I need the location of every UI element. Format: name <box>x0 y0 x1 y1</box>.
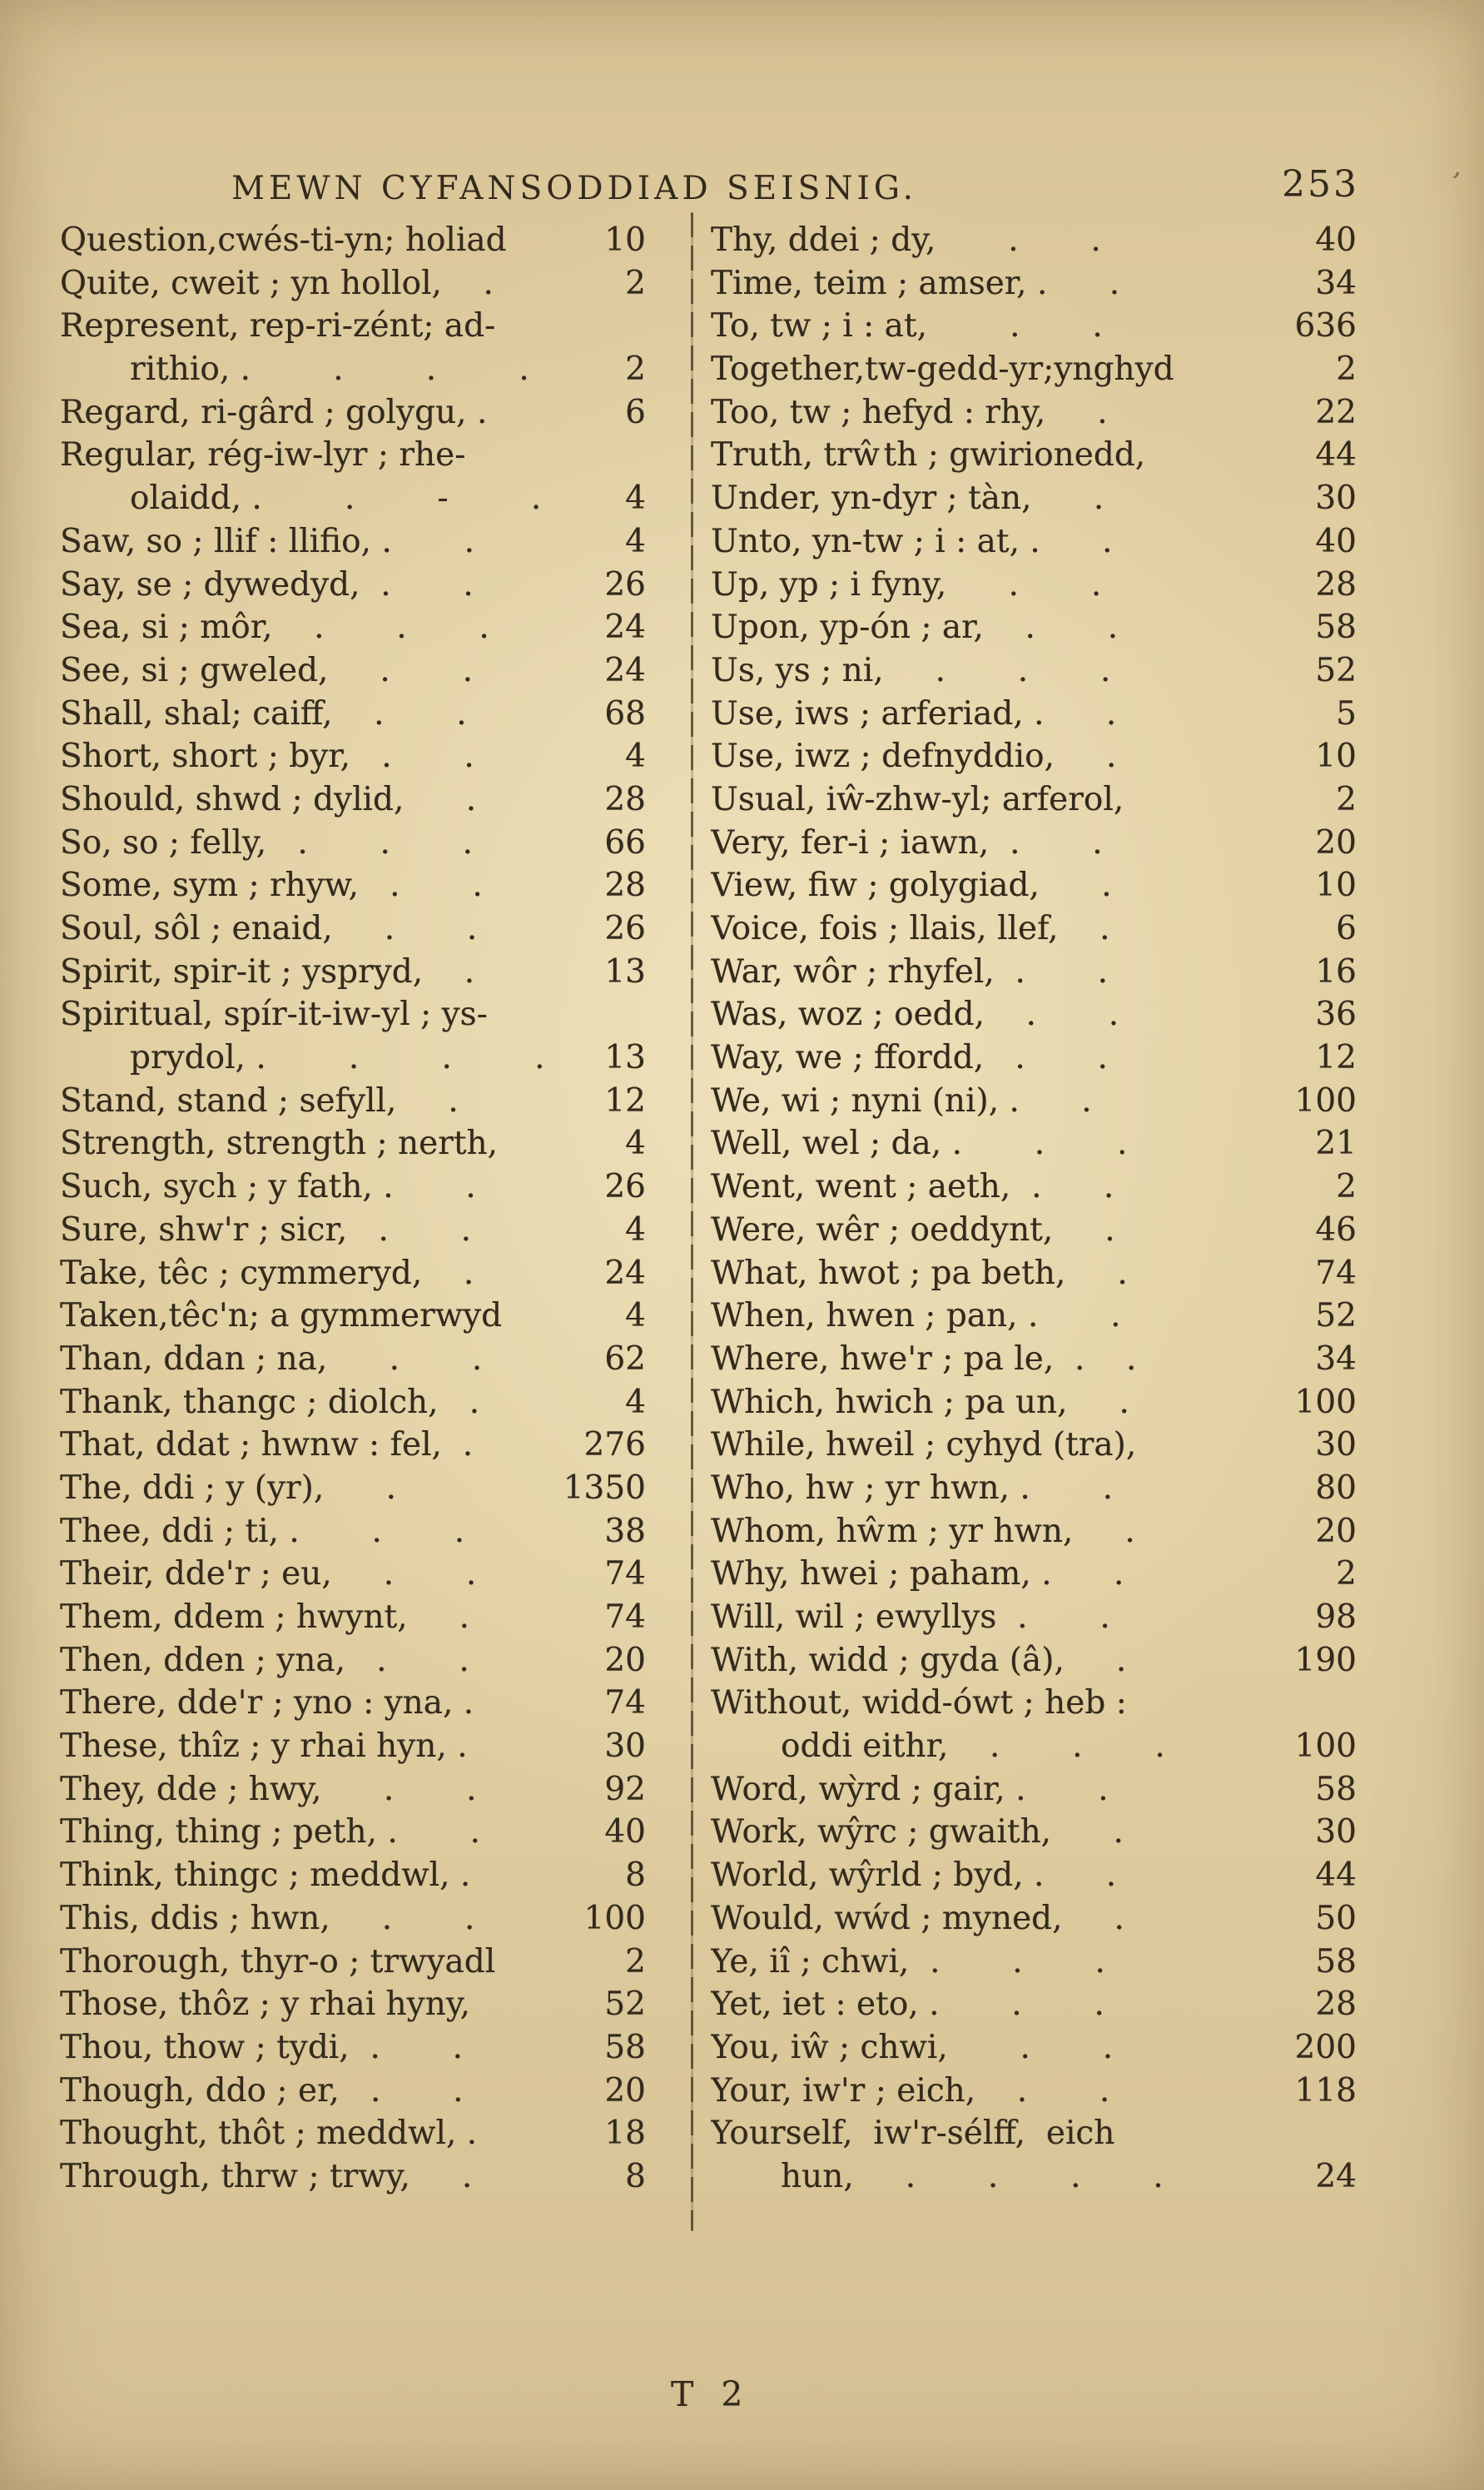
entry-count: 52 <box>604 1986 646 2024</box>
entry-row <box>60 822 646 865</box>
entry-text: Went, went ; aeth, . . <box>711 1168 1114 1206</box>
entry-text: Sure, shw'r ; sicr, . . <box>60 1210 472 1249</box>
entry-count: 98 <box>1315 1598 1357 1636</box>
entry-count: 276 <box>583 1426 646 1464</box>
entry-row <box>60 1639 646 1682</box>
entry-row <box>60 864 646 907</box>
entry-row <box>60 649 646 693</box>
entry-count: 58 <box>1315 1770 1357 1808</box>
entry-count: 8 <box>625 1856 646 1895</box>
entry-row <box>711 1165 1357 1209</box>
entry-count: 26 <box>604 1168 646 1206</box>
entry-count: 74 <box>604 1598 646 1636</box>
entry-count: 8 <box>625 2157 646 2195</box>
entry-count: 30 <box>604 1727 646 1766</box>
entry-text: Will, wil ; ewyllys . . <box>711 1598 1110 1636</box>
entry-row <box>711 1295 1357 1338</box>
entry-row <box>711 907 1357 951</box>
entry-row <box>60 993 646 1036</box>
entry-text: We, wi ; nyni (ni), . . <box>711 1081 1092 1120</box>
entry-count: 66 <box>604 823 646 862</box>
entry-count: 34 <box>1315 1339 1357 1378</box>
entry-text: Who, hw ; yr hwn, . . <box>711 1469 1113 1507</box>
footer-signature-mark: T 2 <box>671 2374 752 2414</box>
word-list-column-left <box>60 219 646 2199</box>
entry-row <box>60 1854 646 1897</box>
entry-row <box>711 1854 1357 1897</box>
entry-row <box>711 606 1357 649</box>
entry-text: Usual, iŵ-zhw-yl; arferol, <box>711 780 1124 818</box>
entry-text: World, wŷrld ; byd, . . <box>711 1856 1117 1895</box>
entry-count: 10 <box>604 221 646 259</box>
entry-row <box>60 1165 646 1209</box>
entry-text: Thing, thing ; peth, . . <box>60 1813 480 1851</box>
entry-text: Without, widd-ówt ; heb : <box>711 1684 1127 1722</box>
entry-count: 58 <box>604 2028 646 2066</box>
entry-count: 40 <box>1315 221 1357 259</box>
entry-row <box>711 564 1357 607</box>
entry-count: 22 <box>1315 393 1357 431</box>
entry-row <box>711 1338 1357 1381</box>
entry-row <box>711 1811 1357 1854</box>
entry-text: Together,tw-gedd-yr;ynghyd <box>711 350 1174 389</box>
entry-count: 50 <box>1315 1899 1357 1937</box>
entry-row <box>711 348 1357 391</box>
entry-text: Sea, si ; môr, . . . <box>60 609 489 647</box>
entry-text: Use, iwz ; defnyddio, . <box>711 738 1117 776</box>
entry-row <box>60 1467 646 1510</box>
entry-row <box>60 1252 646 1295</box>
entry-count: 12 <box>604 1081 646 1120</box>
entry-text: Soul, sôl ; enaid, . . <box>60 910 478 947</box>
entry-text: Was, woz ; oedd, . . <box>711 996 1119 1034</box>
entry-text: Though, ddo ; er, . . <box>60 2071 464 2110</box>
entry-count: 44 <box>1315 1856 1357 1895</box>
entry-text: What, hwot ; pa beth, . <box>711 1254 1128 1292</box>
entry-count: 30 <box>1315 1813 1357 1851</box>
entry-text: Question,cwés-ti-yn; holiad <box>60 221 507 259</box>
entry-row <box>711 1381 1357 1424</box>
entry-text: Taken,têc'n; a gymmerwyd <box>60 1297 503 1335</box>
entry-text: So, so ; felly, . . . <box>60 823 474 862</box>
entry-row <box>711 477 1357 520</box>
entry-text: Unto, yn-tw ; i : at, . . <box>711 522 1113 560</box>
entry-text: Regard, ri-gârd ; golygu, . <box>60 393 488 431</box>
entry-count: 10 <box>1315 738 1357 776</box>
entry-row <box>60 1983 646 2026</box>
entry-count: 2 <box>625 1942 646 1981</box>
entry-count: 100 <box>583 1899 646 1937</box>
entry-text: Think, thingc ; meddwl, . <box>60 1856 471 1895</box>
entry-row <box>711 2155 1357 2199</box>
entry-count: 2 <box>625 264 646 302</box>
entry-row <box>711 1209 1357 1252</box>
entry-row <box>60 564 646 607</box>
entry-count: 58 <box>1315 609 1357 647</box>
entry-row <box>711 1252 1357 1295</box>
entry-count: 4 <box>625 1210 646 1249</box>
entry-row <box>60 1338 646 1381</box>
entry-count: 80 <box>1315 1469 1357 1507</box>
entry-count: 92 <box>604 1770 646 1808</box>
entry-count: 4 <box>625 1383 646 1421</box>
entry-count: 68 <box>604 694 646 733</box>
entry-text: Shall, shal; caiff, . . <box>60 694 467 733</box>
entry-row <box>60 1596 646 1639</box>
scan-corner-mark: ’ <box>1446 166 1463 201</box>
entry-row <box>60 2155 646 2199</box>
column-divider-rule <box>691 212 693 2231</box>
entry-count: 16 <box>1315 952 1357 991</box>
entry-row <box>60 1036 646 1080</box>
entry-count: 74 <box>604 1555 646 1593</box>
entry-text: prydol, . . . . <box>130 1039 545 1077</box>
entry-row <box>711 2112 1357 2155</box>
entry-count: 10 <box>1315 867 1357 905</box>
entry-row <box>60 1553 646 1596</box>
entry-text: Then, dden ; yna, . . <box>60 1641 469 1679</box>
entry-row <box>60 1941 646 1984</box>
entry-text: Too, tw ; hefyd : rhy, . <box>711 393 1108 431</box>
entry-row <box>711 1122 1357 1165</box>
entry-text: There, dde'r ; yno : yna, . <box>60 1684 474 1722</box>
entry-text: Upon, yp-ón ; ar, . . <box>711 609 1119 647</box>
entry-count: 74 <box>604 1684 646 1722</box>
entry-row <box>60 391 646 435</box>
entry-text: This, ddis ; hwn, . . <box>60 1899 475 1937</box>
entry-count: 40 <box>604 1813 646 1851</box>
entry-row <box>60 1295 646 1338</box>
entry-text: Should, shwd ; dylid, . <box>60 780 477 818</box>
entry-count: 13 <box>604 952 646 991</box>
entry-text: Yourself, iw'r-sélff, eich <box>711 2115 1115 2153</box>
entry-row <box>711 1725 1357 1768</box>
entry-row <box>60 1080 646 1123</box>
entry-text: When, hwen ; pan, . . <box>711 1297 1121 1335</box>
entry-text: See, si ; gweled, . . <box>60 651 473 689</box>
entry-count: 118 <box>1294 2071 1357 2110</box>
entry-row <box>711 1897 1357 1941</box>
entry-text: Short, short ; byr, . . <box>60 738 474 776</box>
entry-text: Truth, trŵth ; gwirionedd, <box>711 436 1146 475</box>
entry-count: 100 <box>1294 1081 1357 1120</box>
entry-count: 62 <box>604 1339 646 1378</box>
entry-count: 5 <box>1336 694 1357 733</box>
entry-count: 21 <box>1315 1125 1357 1163</box>
entry-count: 30 <box>1315 480 1357 518</box>
entry-count: 4 <box>625 522 646 560</box>
entry-count: 6 <box>1336 910 1357 947</box>
entry-row <box>711 1080 1357 1123</box>
entry-row <box>60 1510 646 1553</box>
entry-row <box>60 1768 646 1812</box>
entry-count: 2 <box>1336 1168 1357 1206</box>
entry-text: With, widd ; gyda (â), . <box>711 1641 1127 1679</box>
entry-count: 24 <box>604 651 646 689</box>
entry-row <box>711 1036 1357 1080</box>
entry-text: Spirit, spir-it ; yspryd, . <box>60 952 475 991</box>
entry-text: That, ddat ; hwnw : fel, . <box>60 1426 474 1464</box>
entry-text: Well, wel ; da, . . . <box>711 1125 1128 1163</box>
entry-text: olaidd, . . - . <box>130 480 542 518</box>
entry-row <box>60 907 646 951</box>
entry-text: Thee, ddi ; ti, . . . <box>60 1512 465 1550</box>
entry-text: Ye, iî ; chwi, . . . <box>711 1942 1105 1981</box>
entry-row <box>60 219 646 262</box>
entry-text: Their, dde'r ; eu, . . <box>60 1555 477 1593</box>
entry-row <box>711 2070 1357 2113</box>
entry-count: 24 <box>604 609 646 647</box>
entry-row <box>711 864 1357 907</box>
entry-count: 4 <box>625 738 646 776</box>
entry-count: 6 <box>625 393 646 431</box>
entry-row <box>60 348 646 391</box>
entry-count: 24 <box>1315 2157 1357 2195</box>
entry-row <box>711 1983 1357 2026</box>
entry-text: Very, fer-i ; iawn, . . <box>711 823 1103 862</box>
entry-text: They, dde ; hwy, . . <box>60 1770 477 1808</box>
entry-count: 30 <box>1315 1426 1357 1464</box>
entry-row <box>60 1122 646 1165</box>
entry-text: oddi eithr, . . . <box>781 1727 1165 1766</box>
entry-text: Stand, stand ; sefyll, . <box>60 1081 459 1120</box>
entry-count: 20 <box>1315 823 1357 862</box>
entry-text: You, iŵ ; chwi, . . <box>711 2028 1114 2066</box>
entry-count: 24 <box>604 1254 646 1292</box>
entry-count: 100 <box>1294 1383 1357 1421</box>
entry-text: Through, thrw ; trwy, . <box>60 2157 473 2195</box>
entry-text: Why, hwei ; paham, . . <box>711 1555 1124 1593</box>
entry-row <box>60 1682 646 1725</box>
entry-text: Which, hwich ; pa un, . <box>711 1383 1129 1421</box>
entry-text: Than, ddan ; na, . . <box>60 1339 483 1378</box>
entry-text: While, hweil ; cyhyd (tra), <box>711 1426 1137 1464</box>
entry-text: Use, iws ; arferiad, . . <box>711 694 1117 733</box>
entry-row <box>711 1424 1357 1467</box>
entry-text: Thou, thow ; tydi, . . <box>60 2028 464 2066</box>
entry-count: 2 <box>625 350 646 389</box>
entry-text: Whom, hŵm ; yr hwn, . <box>711 1512 1135 1550</box>
entry-row <box>60 606 646 649</box>
entry-count: 28 <box>1315 1986 1357 2024</box>
entry-count: 2 <box>1336 780 1357 818</box>
entry-text: Them, ddem ; hwynt, . <box>60 1598 470 1636</box>
entry-text: Up, yp ; i fyny, . . <box>711 565 1102 604</box>
entry-row <box>711 693 1357 736</box>
entry-row <box>711 434 1357 477</box>
entry-row <box>60 693 646 736</box>
entry-count: 13 <box>604 1039 646 1077</box>
page-header-title: MEWN CYFANSODDIAD SEISNIG. <box>231 170 918 207</box>
entry-text: Take, têc ; cymmeryd, . <box>60 1254 474 1292</box>
entry-row <box>60 951 646 994</box>
entry-count: 52 <box>1315 651 1357 689</box>
entry-text: Spiritual, spír-it-iw-yl ; ys- <box>60 996 488 1034</box>
entry-row <box>711 1768 1357 1812</box>
entry-count: 4 <box>625 1125 646 1163</box>
entry-row <box>711 778 1357 822</box>
entry-text: Word, wỳrd ; gair, . . <box>711 1770 1109 1808</box>
entry-count: 1350 <box>563 1469 646 1507</box>
entry-row <box>60 1811 646 1854</box>
entry-row <box>711 391 1357 435</box>
entry-count: 28 <box>1315 565 1357 604</box>
entry-row <box>711 993 1357 1036</box>
entry-text: Such, sych ; y fath, . . <box>60 1168 476 1206</box>
entry-row <box>711 1553 1357 1596</box>
entry-row <box>60 262 646 306</box>
entry-text: Way, we ; ffordd, . . <box>711 1039 1108 1077</box>
entry-row <box>60 520 646 564</box>
entry-count: 74 <box>1315 1254 1357 1292</box>
entry-text: Those, thôz ; y rhai hyny, <box>60 1986 471 2024</box>
entry-count: 28 <box>604 867 646 905</box>
entry-text: Under, yn-dyr ; tàn, . <box>711 480 1104 518</box>
entry-text: Where, hwe'r ; pa le, . . <box>711 1339 1137 1378</box>
entry-count: 2 <box>1336 1555 1357 1593</box>
entry-count: 2 <box>1336 350 1357 389</box>
word-list-column-right <box>711 219 1357 2199</box>
entry-row <box>711 1467 1357 1510</box>
page-number: 253 <box>1282 163 1359 206</box>
entry-count: 18 <box>604 2115 646 2153</box>
entry-row <box>711 2026 1357 2070</box>
entry-row <box>711 1510 1357 1553</box>
entry-row <box>711 520 1357 564</box>
entry-count: 20 <box>604 2071 646 2110</box>
entry-text: Us, ys ; ni, . . . <box>711 651 1111 689</box>
entry-count: 20 <box>604 1641 646 1679</box>
entry-count: 52 <box>1315 1297 1357 1335</box>
entry-text: rithio, . . . . <box>130 350 529 389</box>
entry-text: Thought, thôt ; meddwl, . <box>60 2115 478 2153</box>
entry-row <box>60 477 646 520</box>
entry-row <box>60 2026 646 2070</box>
entry-text: To, tw ; i : at, . . <box>711 307 1103 345</box>
entry-row <box>711 1596 1357 1639</box>
entry-count: 38 <box>604 1512 646 1550</box>
entry-row <box>60 1381 646 1424</box>
entry-row <box>60 1209 646 1252</box>
entry-count: 26 <box>604 910 646 947</box>
entry-count: 44 <box>1315 436 1357 475</box>
entry-text: Saw, so ; llif : llifio, . . <box>60 522 475 560</box>
entry-text: Thank, thangc ; diolch, . <box>60 1383 480 1421</box>
entry-row <box>711 305 1357 348</box>
entry-row <box>60 778 646 822</box>
entry-count: 100 <box>1294 1727 1357 1766</box>
entry-row <box>60 1725 646 1768</box>
entry-row <box>60 305 646 348</box>
entry-text: Strength, strength ; nerth, <box>60 1125 499 1163</box>
entry-count: 190 <box>1294 1641 1357 1679</box>
entry-count: 12 <box>1315 1039 1357 1077</box>
entry-text: Thy, ddei ; dy, . . <box>711 221 1101 259</box>
entry-count: 46 <box>1315 1210 1357 1249</box>
entry-count: 58 <box>1315 1942 1357 1981</box>
entry-text: Were, wêr ; oeddynt, . <box>711 1210 1115 1249</box>
entry-row <box>711 951 1357 994</box>
entry-text: Time, teim ; amser, . . <box>711 264 1120 302</box>
entry-count: 200 <box>1294 2028 1357 2066</box>
entry-text: View, fiw ; golygiad, . <box>711 867 1112 905</box>
entry-text: Represent, rep-ri-zént; ad- <box>60 307 496 345</box>
entry-text: Some, sym ; rhyw, . . <box>60 867 483 905</box>
entry-count: 34 <box>1315 264 1357 302</box>
entry-count: 36 <box>1315 996 1357 1034</box>
entry-row <box>711 1941 1357 1984</box>
entry-row <box>711 822 1357 865</box>
entry-text: The, ddi ; y (yr), . <box>60 1469 397 1507</box>
entry-row <box>60 1424 646 1467</box>
entry-count: 4 <box>625 1297 646 1335</box>
entry-row <box>60 434 646 477</box>
entry-count: 40 <box>1315 522 1357 560</box>
entry-text: hun, . . . . <box>781 2157 1164 2195</box>
entry-row <box>711 219 1357 262</box>
entry-count: 26 <box>604 565 646 604</box>
entry-row <box>60 2070 646 2113</box>
entry-text: Voice, fois ; llais, llef, . <box>711 910 1110 947</box>
entry-count: 4 <box>625 480 646 518</box>
entry-row <box>711 262 1357 306</box>
entry-text: Thorough, thyr-o ; trwyadl <box>60 1942 496 1981</box>
entry-count: 20 <box>1315 1512 1357 1550</box>
entry-row <box>711 735 1357 778</box>
entry-count: 636 <box>1294 307 1357 345</box>
entry-text: Would, wẃd ; myned, . <box>711 1899 1124 1937</box>
entry-text: Say, se ; dywedyd, . . <box>60 565 474 604</box>
entry-row <box>60 2112 646 2155</box>
entry-text: Work, wŷrc ; gwaith, . <box>711 1813 1124 1851</box>
entry-text: These, thîz ; y rhai hyn, . <box>60 1727 468 1766</box>
entry-text: Quite, cweit ; yn hollol, . <box>60 264 494 302</box>
entry-text: Regular, rég-iw-lyr ; rhe- <box>60 436 466 475</box>
entry-row <box>60 1897 646 1941</box>
entry-row <box>711 1682 1357 1725</box>
entry-count: 28 <box>604 780 646 818</box>
entry-text: War, wôr ; rhyfel, . . <box>711 952 1109 991</box>
entry-text: Your, iw'r ; eich, . . <box>711 2071 1110 2110</box>
entry-row <box>711 1639 1357 1682</box>
entry-text: Yet, iet : eto, . . . <box>711 1986 1104 2024</box>
entry-row <box>60 735 646 778</box>
entry-row <box>711 649 1357 693</box>
